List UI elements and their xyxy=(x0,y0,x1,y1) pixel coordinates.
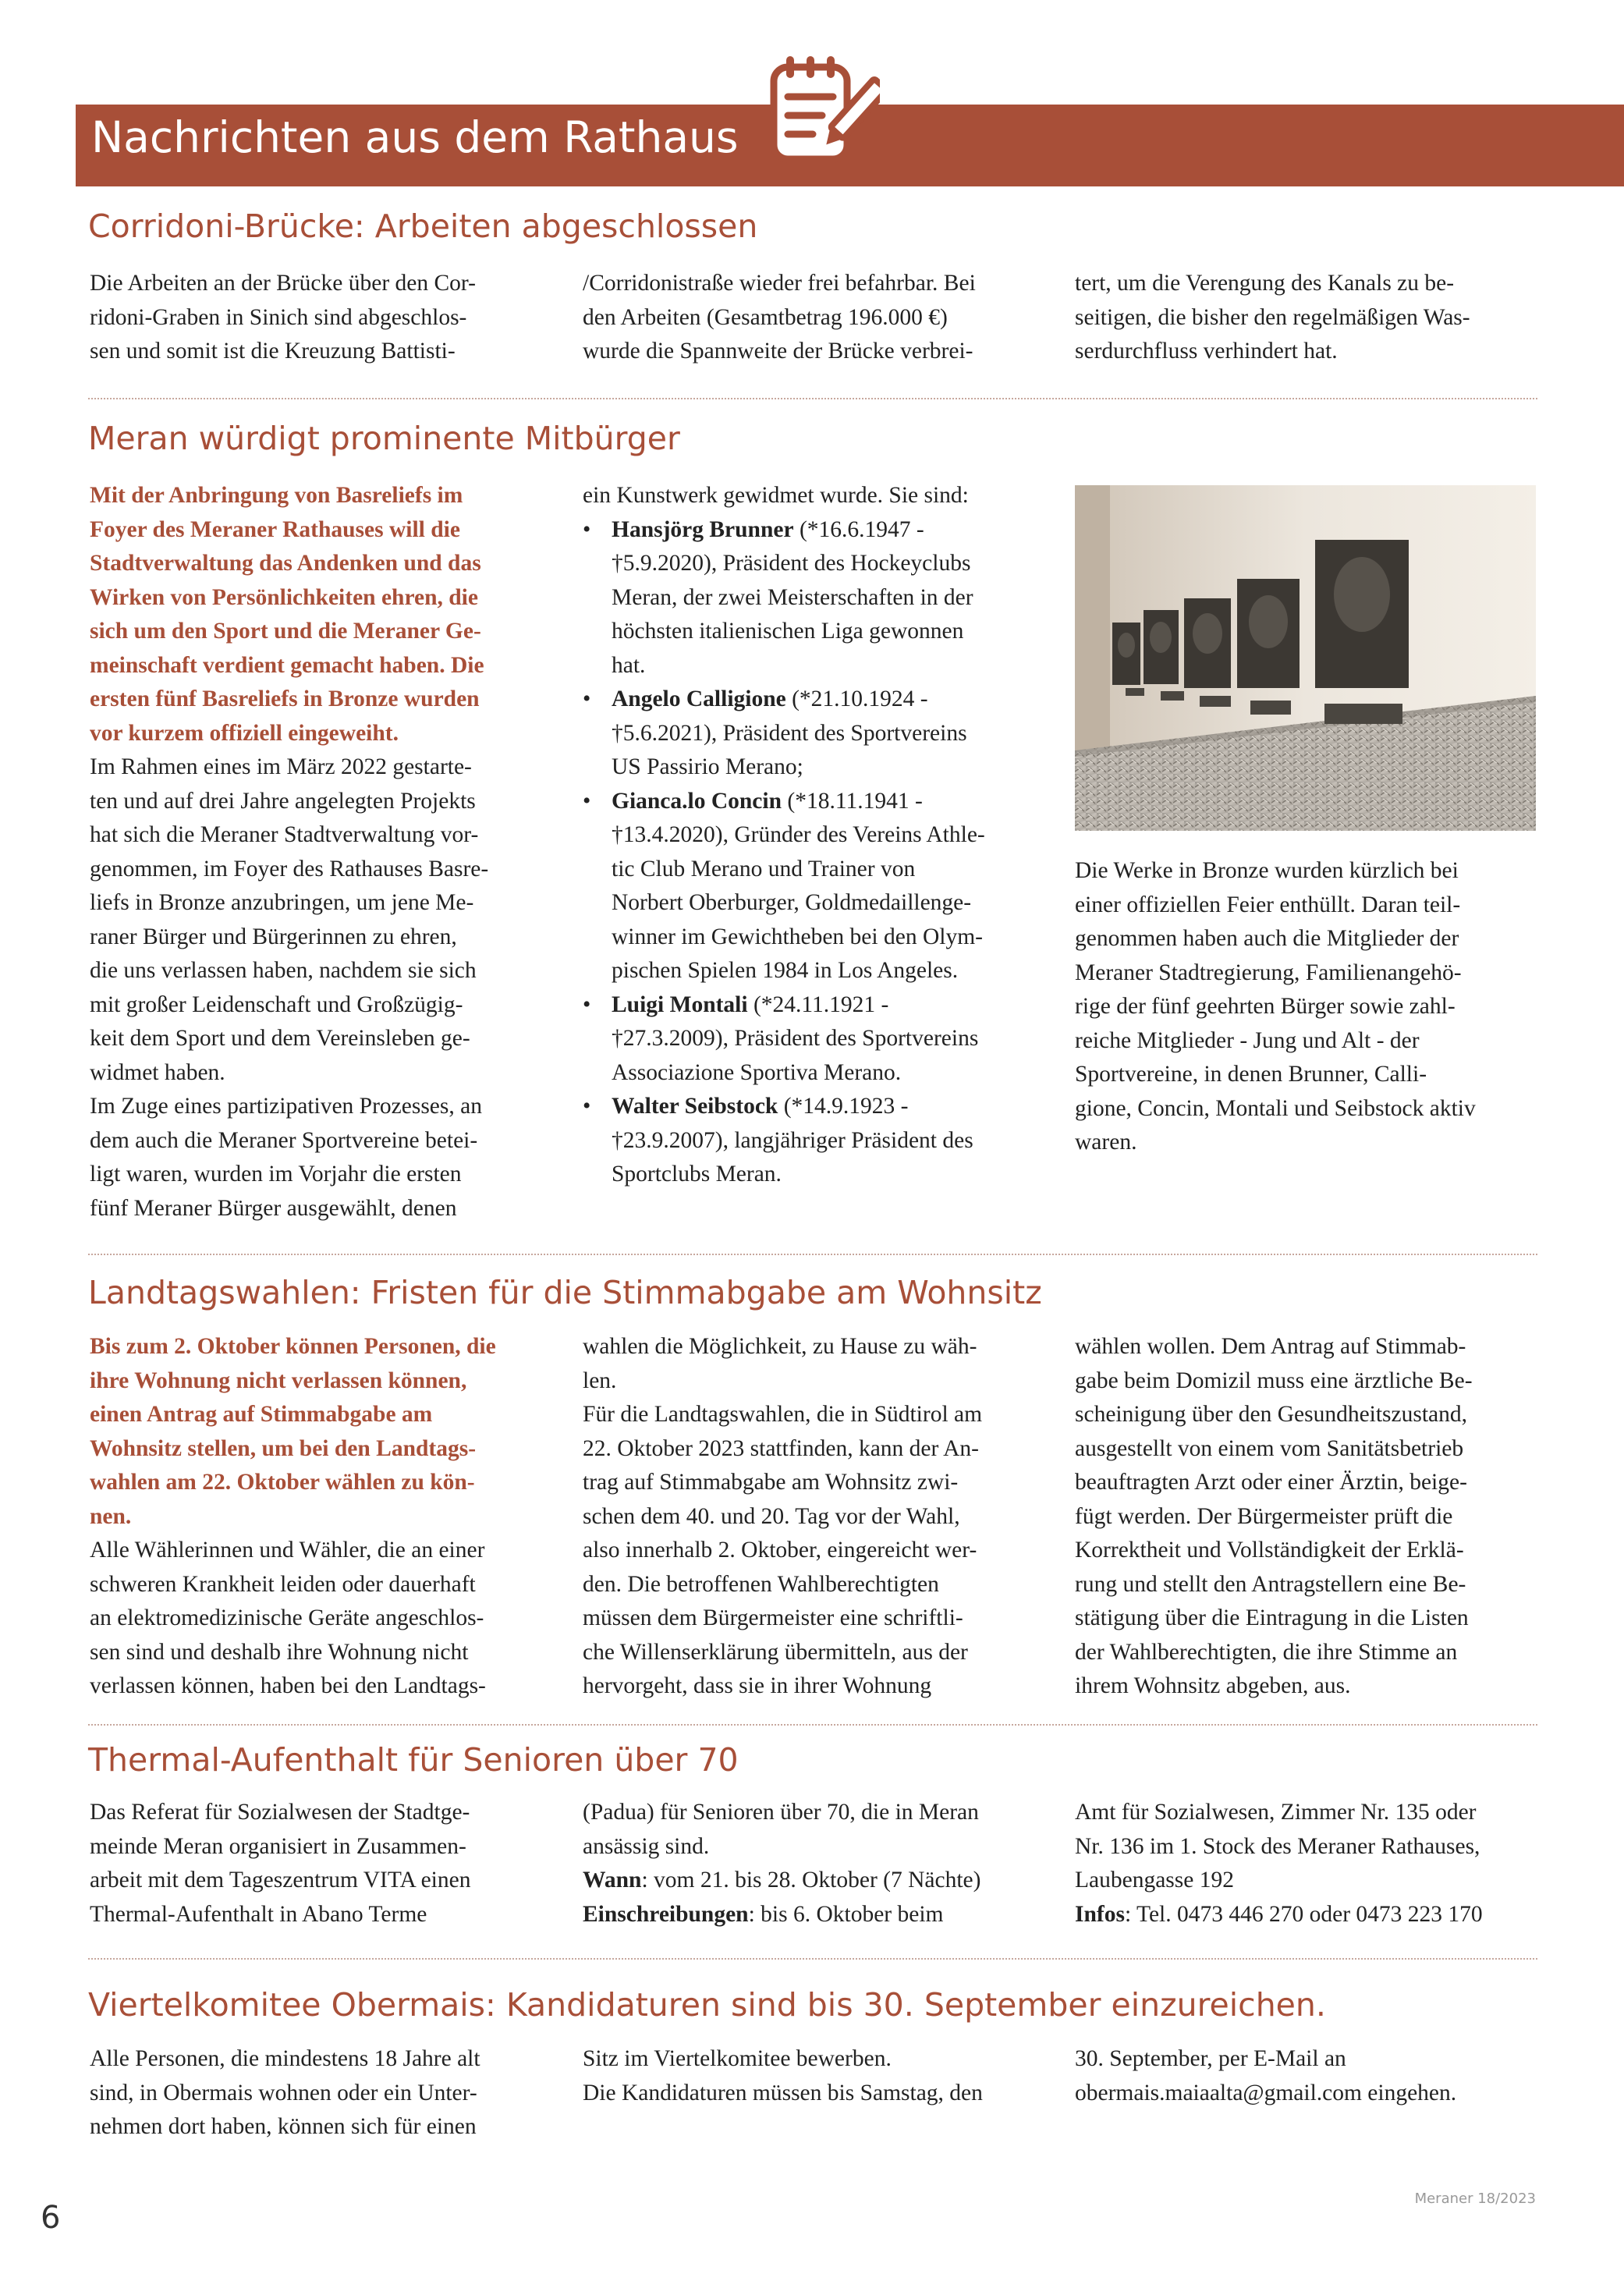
s4-col3 xyxy=(1075,1796,1558,1932)
infos-value: : Tel. 0473 446 270 oder 0473 223 170 xyxy=(1124,1901,1483,1927)
section-title-viertelkomitee: Viertelkomitee Obermais: Kandidaturen sind bis 30. September einzureichen. xyxy=(88,1986,1326,2024)
person-details: (*16.6.1947 - †5.9.2020), Präsident des Hockeyclubs Meran, der zwei Meisterschaften in der höchsten italienischen Liga gewonnen hat. xyxy=(612,516,973,678)
s2-col2 xyxy=(583,479,1058,1192)
s2-body2: Im Zuge eines partizipativen Prozesses, an dem auch die Meraner Sportvereine betei- ligt waren, wurden im Vorjahr die ersten fünf Meraner Bürger ausgewählt, denen xyxy=(90,1094,482,1221)
person-name: Walter Seibstock xyxy=(612,1094,778,1119)
page-title: Nachrichten aus dem Rathaus xyxy=(91,112,739,162)
s5-col3-text: 30. September, per E-Mail an obermais.maiaalta@gmail.com eingehen. xyxy=(1075,2046,1457,2105)
wann-label: Wann xyxy=(583,1868,642,1893)
s5-col2 xyxy=(583,2042,1058,2110)
photo-caption: Die Werke in Bronze wurden kürzlich bei einer offiziellen Feier enthüllt. Daran teil- genommen haben auch die Mitglieder der Meraner Stadtregierung, Familienangehö- rige der fünf geehrten Bürger sowie zahl- reiche Mitglieder - Jung und Alt - der Sportvereine, in denen Brunner, Calli- gione, Concin, Montali und Seibstock aktiv waren. xyxy=(1075,858,1476,1155)
s3-col1 xyxy=(90,1330,558,1704)
s1-col2-text: /Corridonistraße wieder frei befahrbar. Bei den Arbeiten (Gesamtbetrag 196.000 €) wurde die Spannweite der Brücke verbrei- xyxy=(583,271,976,364)
list-item xyxy=(583,785,1058,988)
s2-body1: Im Rahmen eines im März 2022 gestarte- ten und auf drei Jahre angelegten Projekts hat sich die Meraner Stadtverwaltung vor- genommen, im Foyer des Rathauses Basre- liefs in Bronze anzubringen, um jene Me- raner Bürger und Bürgerinnen zu ehren, die uns verlassen haben, nachdem sie sich mit großer Leidenschaft und Großzügig- keit dem Sport und dem Vereinsleben ge- widmet haben. xyxy=(90,754,489,1085)
s1-col2 xyxy=(583,267,1051,369)
person-details: (*18.11.1941 - †13.4.2020), Gründer des Vereins Athle- tic Club Merano und Trainer von Norbert Oberburger, Goldmedaillenge- winner im Gewichtheben bei den Olym- pischen Spielen 1984 in Los Angeles. xyxy=(612,788,985,983)
list-item xyxy=(583,683,1058,785)
s2-col2-intro: ein Kunstwerk gewidmet wurde. Sie sind: xyxy=(583,483,969,508)
list-item xyxy=(583,513,1058,683)
notepad-pencil-icon xyxy=(763,48,880,173)
infos-label: Infos xyxy=(1075,1901,1125,1927)
person-details: (*14.9.1923 - †23.9.2007), langjähriger Präsident des Sportclubs Meran. xyxy=(612,1094,973,1187)
basreliefs-photo xyxy=(1075,485,1536,831)
divider xyxy=(88,1958,1537,1960)
person-name: Angelo Calligione xyxy=(612,686,786,711)
s3-col2 xyxy=(583,1330,1058,1704)
einschreibungen-label: Einschreibungen xyxy=(583,1901,749,1927)
divider xyxy=(88,1254,1537,1255)
s3-lead: Bis zum 2. Oktober können Personen, die ihre Wohnung nicht verlassen können, einen Antrag auf Stimmabgabe am Wohnsitz stellen, um bei den Landtags- wahlen am 22. Oktober wählen zu kön- nen. xyxy=(90,1334,496,1529)
section-title-landtagswahlen: Landtagswahlen: Fristen für die Stimmabgabe am Wohnsitz xyxy=(88,1274,1042,1311)
person-name: Gianca.lo Concin xyxy=(612,788,782,814)
s4-col3-text: Amt für Sozialwesen, Zimmer Nr. 135 oder Nr. 136 im 1. Stock des Meraner Rathauses, Laubengasse 192 xyxy=(1075,1800,1480,1893)
section-title-mitbuerger: Meran würdigt prominente Mitbürger xyxy=(88,420,680,457)
s4-col1 xyxy=(90,1796,558,1932)
s5-col2-text: Sitz im Viertelkomitee bewerben. Die Kandidaturen müssen bis Samstag, den xyxy=(583,2046,983,2105)
list-item xyxy=(583,1090,1058,1192)
issue-label: Meraner 18/2023 xyxy=(1414,2191,1536,2207)
s3-col2-text: wahlen die Möglichkeit, zu Hause zu wäh- len. Für die Landtagswahlen, die in Südtirol am 22. Oktober 2023 stattfinden, kann der An- trag auf Stimmabgabe am Wohnsitz zwi- schen dem 40. und 20. Tag vor der Wahl, also innerhalb 2. Oktober, eingereicht wer- den. Die betroffenen Wahlberechtigten müssen dem Bürgermeister eine schriftli- che Willenserklärung übermitteln, aus der hervorgeht, dass sie in ihrer Wohnung xyxy=(583,1334,983,1698)
s5-col3 xyxy=(1075,2042,1558,2110)
s5-col1-text: Alle Personen, die mindestens 18 Jahre alt sind, in Obermais wohnen oder ein Unter- nehmen dort haben, können sich für einen xyxy=(90,2046,480,2139)
einschreibungen-line xyxy=(583,1898,1058,1932)
divider xyxy=(88,398,1537,399)
divider xyxy=(88,1724,1537,1726)
s5-col1 xyxy=(90,2042,558,2144)
s4-col2 xyxy=(583,1796,1058,1932)
section-title-corridoni: Corridoni-Brücke: Arbeiten abgeschlossen xyxy=(88,208,758,245)
s3-col3-text: wählen wollen. Dem Antrag auf Stimmab- gabe beim Domizil muss eine ärztliche Be- scheinigung über den Gesundheitszustand, ausgestellt von einem vom Sanitätsbetrieb beauftragten Arzt oder einer Ärztin, beige- fügt werden. Der Bürgermeister prüft die Korrektheit und Vollständigkeit der Erklä- rung und stellt den Antragstellern eine Be- stätigung über die Eintragung in die Listen der Wahlberechtigten, die ihre Stimme an ihrem Wohnsitz abgeben, aus. xyxy=(1075,1334,1473,1698)
wann-line xyxy=(583,1864,1058,1898)
infos-line xyxy=(1075,1898,1558,1932)
s2-lead: Mit der Anbringung von Basreliefs im Foyer des Meraner Rathauses will die Stadtverwaltung das Andenken und das Wirken von Persönlichkeiten ehren, die sich um den Sport und die Meraner Ge- meinschaft verdient gemacht haben. Die ersten fünf Basreliefs in Bronze wurden vor kurzem offiziell eingeweiht. xyxy=(90,483,484,746)
person-name: Hansjörg Brunner xyxy=(612,516,794,542)
person-details: (*24.11.1921 - †27.3.2009), Präsident des Sportvereins Associazione Sportiva Merano. xyxy=(612,992,979,1085)
s1-col1-text: Die Arbeiten an der Brücke über den Cor- ridoni-Graben in Sinich sind abgeschlos- sen und somit ist die Kreuzung Battisti- xyxy=(90,271,476,364)
s4-col1-text: Das Referat für Sozialwesen der Stadtge- meinde Meran organisiert in Zusammen- arbeit mit dem Tageszentrum VITA einen Thermal-Aufenthalt in Abano Terme xyxy=(90,1800,471,1927)
people-list xyxy=(583,513,1058,1192)
person-details: (*21.10.1924 - †5.6.2021), Präsident des Sportvereins US Passirio Merano; xyxy=(612,686,967,779)
s4-col2-text: (Padua) für Senioren über 70, die in Meran ansässig sind. xyxy=(583,1800,979,1859)
s1-col3-text: tert, um die Verengung des Kanals zu be- seitigen, die bisher den regelmäßigen Was- serdurchfluss verhindert hat. xyxy=(1075,271,1470,364)
s3-col3 xyxy=(1075,1330,1558,1704)
s1-col1 xyxy=(90,267,550,369)
s3-col1-text: Alle Wählerinnen und Wähler, die an einer schweren Krankheit leiden oder dauerhaft an elektromedizinische Geräte angeschlos- sen sind und deshalb ihre Wohnung nicht verlassen können, haben bei den Landtags- xyxy=(90,1538,486,1698)
einschreibungen-value: : bis 6. Oktober beim xyxy=(748,1901,944,1927)
section-title-thermal: Thermal-Aufenthalt für Senioren über 70 xyxy=(88,1741,739,1779)
page-number: 6 xyxy=(41,2200,61,2236)
list-item xyxy=(583,988,1058,1091)
s2-col1 xyxy=(90,479,558,1226)
wann-value: : vom 21. bis 28. Oktober (7 Nächte) xyxy=(641,1868,981,1893)
person-name: Luigi Montali xyxy=(612,992,748,1017)
s2-col3 xyxy=(1075,854,1558,1160)
s1-col3 xyxy=(1075,267,1543,369)
